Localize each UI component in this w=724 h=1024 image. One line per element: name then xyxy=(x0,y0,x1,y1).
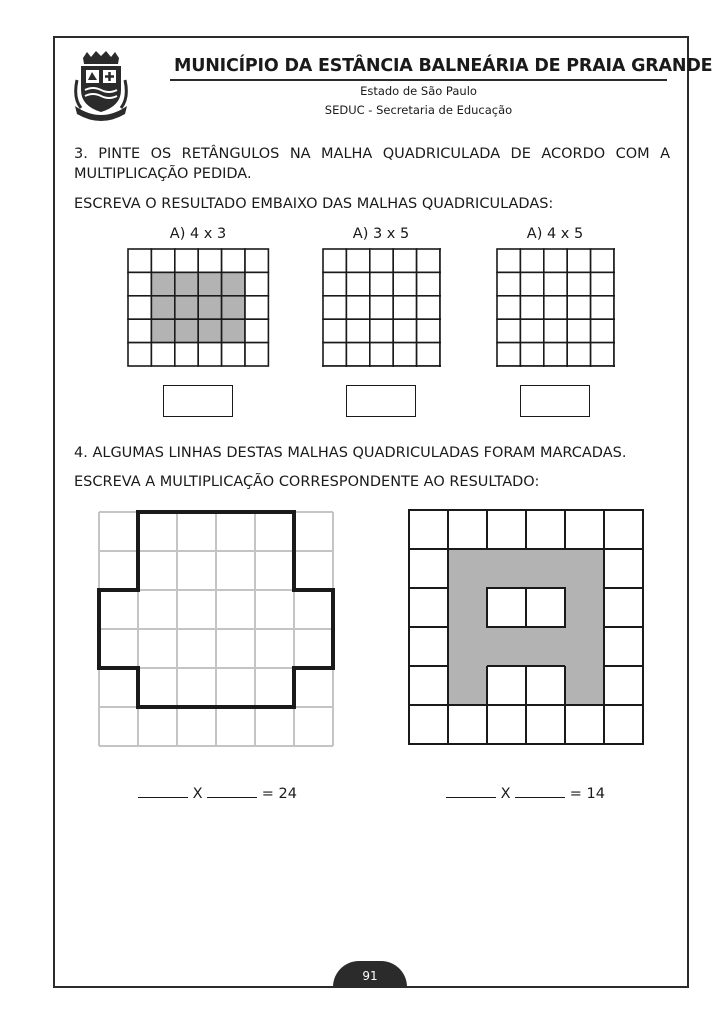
grid-cell[interactable] xyxy=(440,366,441,367)
grid-b-3x5[interactable] xyxy=(322,248,441,367)
factor-blank-4[interactable] xyxy=(515,783,565,798)
grid-cell[interactable] xyxy=(175,343,198,366)
answer-box-b[interactable] xyxy=(346,385,416,417)
grid-cell[interactable] xyxy=(245,343,268,366)
grid-cell[interactable] xyxy=(440,343,441,366)
grid-cell[interactable] xyxy=(591,319,614,342)
grid-cell[interactable] xyxy=(544,366,567,367)
grid-cell[interactable] xyxy=(222,343,245,366)
grid-cell[interactable] xyxy=(544,319,567,342)
grid-cell[interactable] xyxy=(520,296,543,319)
grid-cell[interactable] xyxy=(370,249,393,272)
grid-cell[interactable] xyxy=(323,319,346,342)
shaded-cell[interactable] xyxy=(222,296,245,319)
question-3-instruction: ESCREVA O RESULTADO EMBAIXO DAS MALHAS QUADRICULADAS: xyxy=(74,196,554,212)
result-24: = 24 xyxy=(261,786,297,802)
grid-cell[interactable] xyxy=(567,272,590,295)
grid-cell[interactable] xyxy=(128,272,151,295)
shaded-cell[interactable] xyxy=(198,272,221,295)
grid-cell[interactable] xyxy=(567,296,590,319)
question-4-prompt: 4. ALGUMAS LINHAS DESTAS MALHAS QUADRICULADAS FORAM MARCADAS. xyxy=(74,445,627,461)
grid-cell[interactable] xyxy=(440,272,441,295)
grid-cell[interactable] xyxy=(346,366,369,367)
shaded-cell[interactable] xyxy=(222,319,245,342)
department-subtitle: SEDUC - Secretaria de Educação xyxy=(324,103,513,117)
equation-left xyxy=(138,783,297,802)
municipal-crest-logo xyxy=(73,50,129,122)
grid-cell[interactable] xyxy=(346,319,369,342)
grid-cell[interactable] xyxy=(614,249,615,272)
times-sign: X xyxy=(500,786,511,802)
grid-cell[interactable] xyxy=(567,366,590,367)
grid-b-label: A) 3 x 5 xyxy=(352,226,410,242)
grid-cell[interactable] xyxy=(417,296,440,319)
shaded-cell[interactable] xyxy=(151,319,174,342)
shaded-a-shape-grid xyxy=(408,509,644,745)
shaded-cell[interactable] xyxy=(198,319,221,342)
grid-cell[interactable] xyxy=(544,343,567,366)
grid-cell[interactable] xyxy=(591,296,614,319)
grid-cell[interactable] xyxy=(520,343,543,366)
grid-cell[interactable] xyxy=(393,296,416,319)
grid-cell[interactable] xyxy=(591,249,614,272)
grid-cell[interactable] xyxy=(370,319,393,342)
grid-cell[interactable] xyxy=(370,366,393,367)
grid-cell[interactable] xyxy=(346,249,369,272)
grid-cell[interactable] xyxy=(323,249,346,272)
grid-cell[interactable] xyxy=(175,249,198,272)
municipality-title: MUNICÍPIO DA ESTÂNCIA BALNEÁRIA DE PRAIA GRANDE xyxy=(174,56,713,76)
grid-cell[interactable] xyxy=(128,319,151,342)
shaded-cell[interactable] xyxy=(151,272,174,295)
grid-cell[interactable] xyxy=(614,272,615,295)
grid-cell[interactable] xyxy=(393,319,416,342)
grid-cell[interactable] xyxy=(370,272,393,295)
grid-c-4x5[interactable] xyxy=(496,248,615,367)
grid-cell[interactable] xyxy=(245,319,268,342)
grid-cell[interactable] xyxy=(614,296,615,319)
state-subtitle: Estado de São Paulo xyxy=(360,84,477,98)
shaded-cell[interactable] xyxy=(175,319,198,342)
grid-cell[interactable] xyxy=(417,272,440,295)
factor-blank-2[interactable] xyxy=(207,783,257,798)
grid-cell[interactable] xyxy=(417,319,440,342)
grid-cell[interactable] xyxy=(567,319,590,342)
times-sign: X xyxy=(192,786,203,802)
grid-cell[interactable] xyxy=(323,366,346,367)
grid-cell[interactable] xyxy=(614,343,615,366)
grid-cell[interactable] xyxy=(497,366,520,367)
grid-cell[interactable] xyxy=(591,366,614,367)
grid-cell[interactable] xyxy=(245,272,268,295)
grid-cell[interactable] xyxy=(497,319,520,342)
result-14: = 14 xyxy=(569,786,605,802)
grid-cell[interactable] xyxy=(440,296,441,319)
shaded-cell[interactable] xyxy=(175,296,198,319)
grid-cell[interactable] xyxy=(323,343,346,366)
page-number-tab: 91 xyxy=(333,961,407,987)
grid-cell[interactable] xyxy=(417,366,440,367)
grid-cell[interactable] xyxy=(245,249,268,272)
factor-blank-1[interactable] xyxy=(138,783,188,798)
equation-right xyxy=(446,783,605,802)
grid-cell[interactable] xyxy=(198,249,221,272)
grid-cell[interactable] xyxy=(544,272,567,295)
cross-outline-grid xyxy=(97,510,337,748)
grid-cell[interactable] xyxy=(520,319,543,342)
grid-cell[interactable] xyxy=(417,249,440,272)
grid-cell[interactable] xyxy=(417,343,440,366)
title-underline xyxy=(170,79,667,81)
grid-cell[interactable] xyxy=(440,319,441,342)
grid-cell[interactable] xyxy=(520,249,543,272)
question-3-prompt: 3. PINTE OS RETÂNGULOS NA MALHA QUADRICULADA DE ACORDO COM A MULTIPLICAÇÃO PEDIDA. xyxy=(74,146,670,182)
grid-cell[interactable] xyxy=(128,249,151,272)
grid-cell[interactable] xyxy=(323,296,346,319)
grid-cell[interactable] xyxy=(614,366,615,367)
grid-cell[interactable] xyxy=(198,343,221,366)
grid-cell[interactable] xyxy=(393,249,416,272)
grid-cell[interactable] xyxy=(346,343,369,366)
grid-cell[interactable] xyxy=(151,343,174,366)
grid-cell[interactable] xyxy=(128,343,151,366)
grid-cell[interactable] xyxy=(497,343,520,366)
answer-box-c[interactable] xyxy=(520,385,590,417)
shaded-cell[interactable] xyxy=(198,296,221,319)
grid-cell[interactable] xyxy=(245,296,268,319)
grid-cell[interactable] xyxy=(346,296,369,319)
grid-cell[interactable] xyxy=(151,249,174,272)
grid-cell[interactable] xyxy=(614,319,615,342)
grid-cell[interactable] xyxy=(591,272,614,295)
grid-cell[interactable] xyxy=(544,296,567,319)
grid-cell[interactable] xyxy=(128,296,151,319)
grid-cell[interactable] xyxy=(323,272,346,295)
grid-cell[interactable] xyxy=(591,343,614,366)
grid-cell[interactable] xyxy=(567,343,590,366)
grid-a-4x3[interactable] xyxy=(127,248,270,367)
grid-cell[interactable] xyxy=(544,249,567,272)
grid-cell[interactable] xyxy=(497,249,520,272)
grid-cell[interactable] xyxy=(440,249,441,272)
grid-cell[interactable] xyxy=(222,249,245,272)
grid-cell[interactable] xyxy=(520,272,543,295)
grid-cell[interactable] xyxy=(346,272,369,295)
grid-cell[interactable] xyxy=(497,272,520,295)
factor-blank-3[interactable] xyxy=(446,783,496,798)
grid-c-label: A) 4 x 5 xyxy=(526,226,584,242)
grid-cell[interactable] xyxy=(520,366,543,367)
shaded-cell[interactable] xyxy=(151,296,174,319)
grid-cell[interactable] xyxy=(567,249,590,272)
grid-cell[interactable] xyxy=(393,366,416,367)
shaded-cell[interactable] xyxy=(175,272,198,295)
question-4-instruction: ESCREVA A MULTIPLICAÇÃO CORRESPONDENTE AO RESULTADO: xyxy=(74,474,540,490)
grid-cell[interactable] xyxy=(393,343,416,366)
grid-cell[interactable] xyxy=(370,343,393,366)
grid-cell[interactable] xyxy=(393,272,416,295)
grid-cell[interactable] xyxy=(497,296,520,319)
grid-a-label: A) 4 x 3 xyxy=(169,226,227,242)
shaded-cell[interactable] xyxy=(222,272,245,295)
grid-cell[interactable] xyxy=(370,296,393,319)
answer-box-a[interactable] xyxy=(163,385,233,417)
